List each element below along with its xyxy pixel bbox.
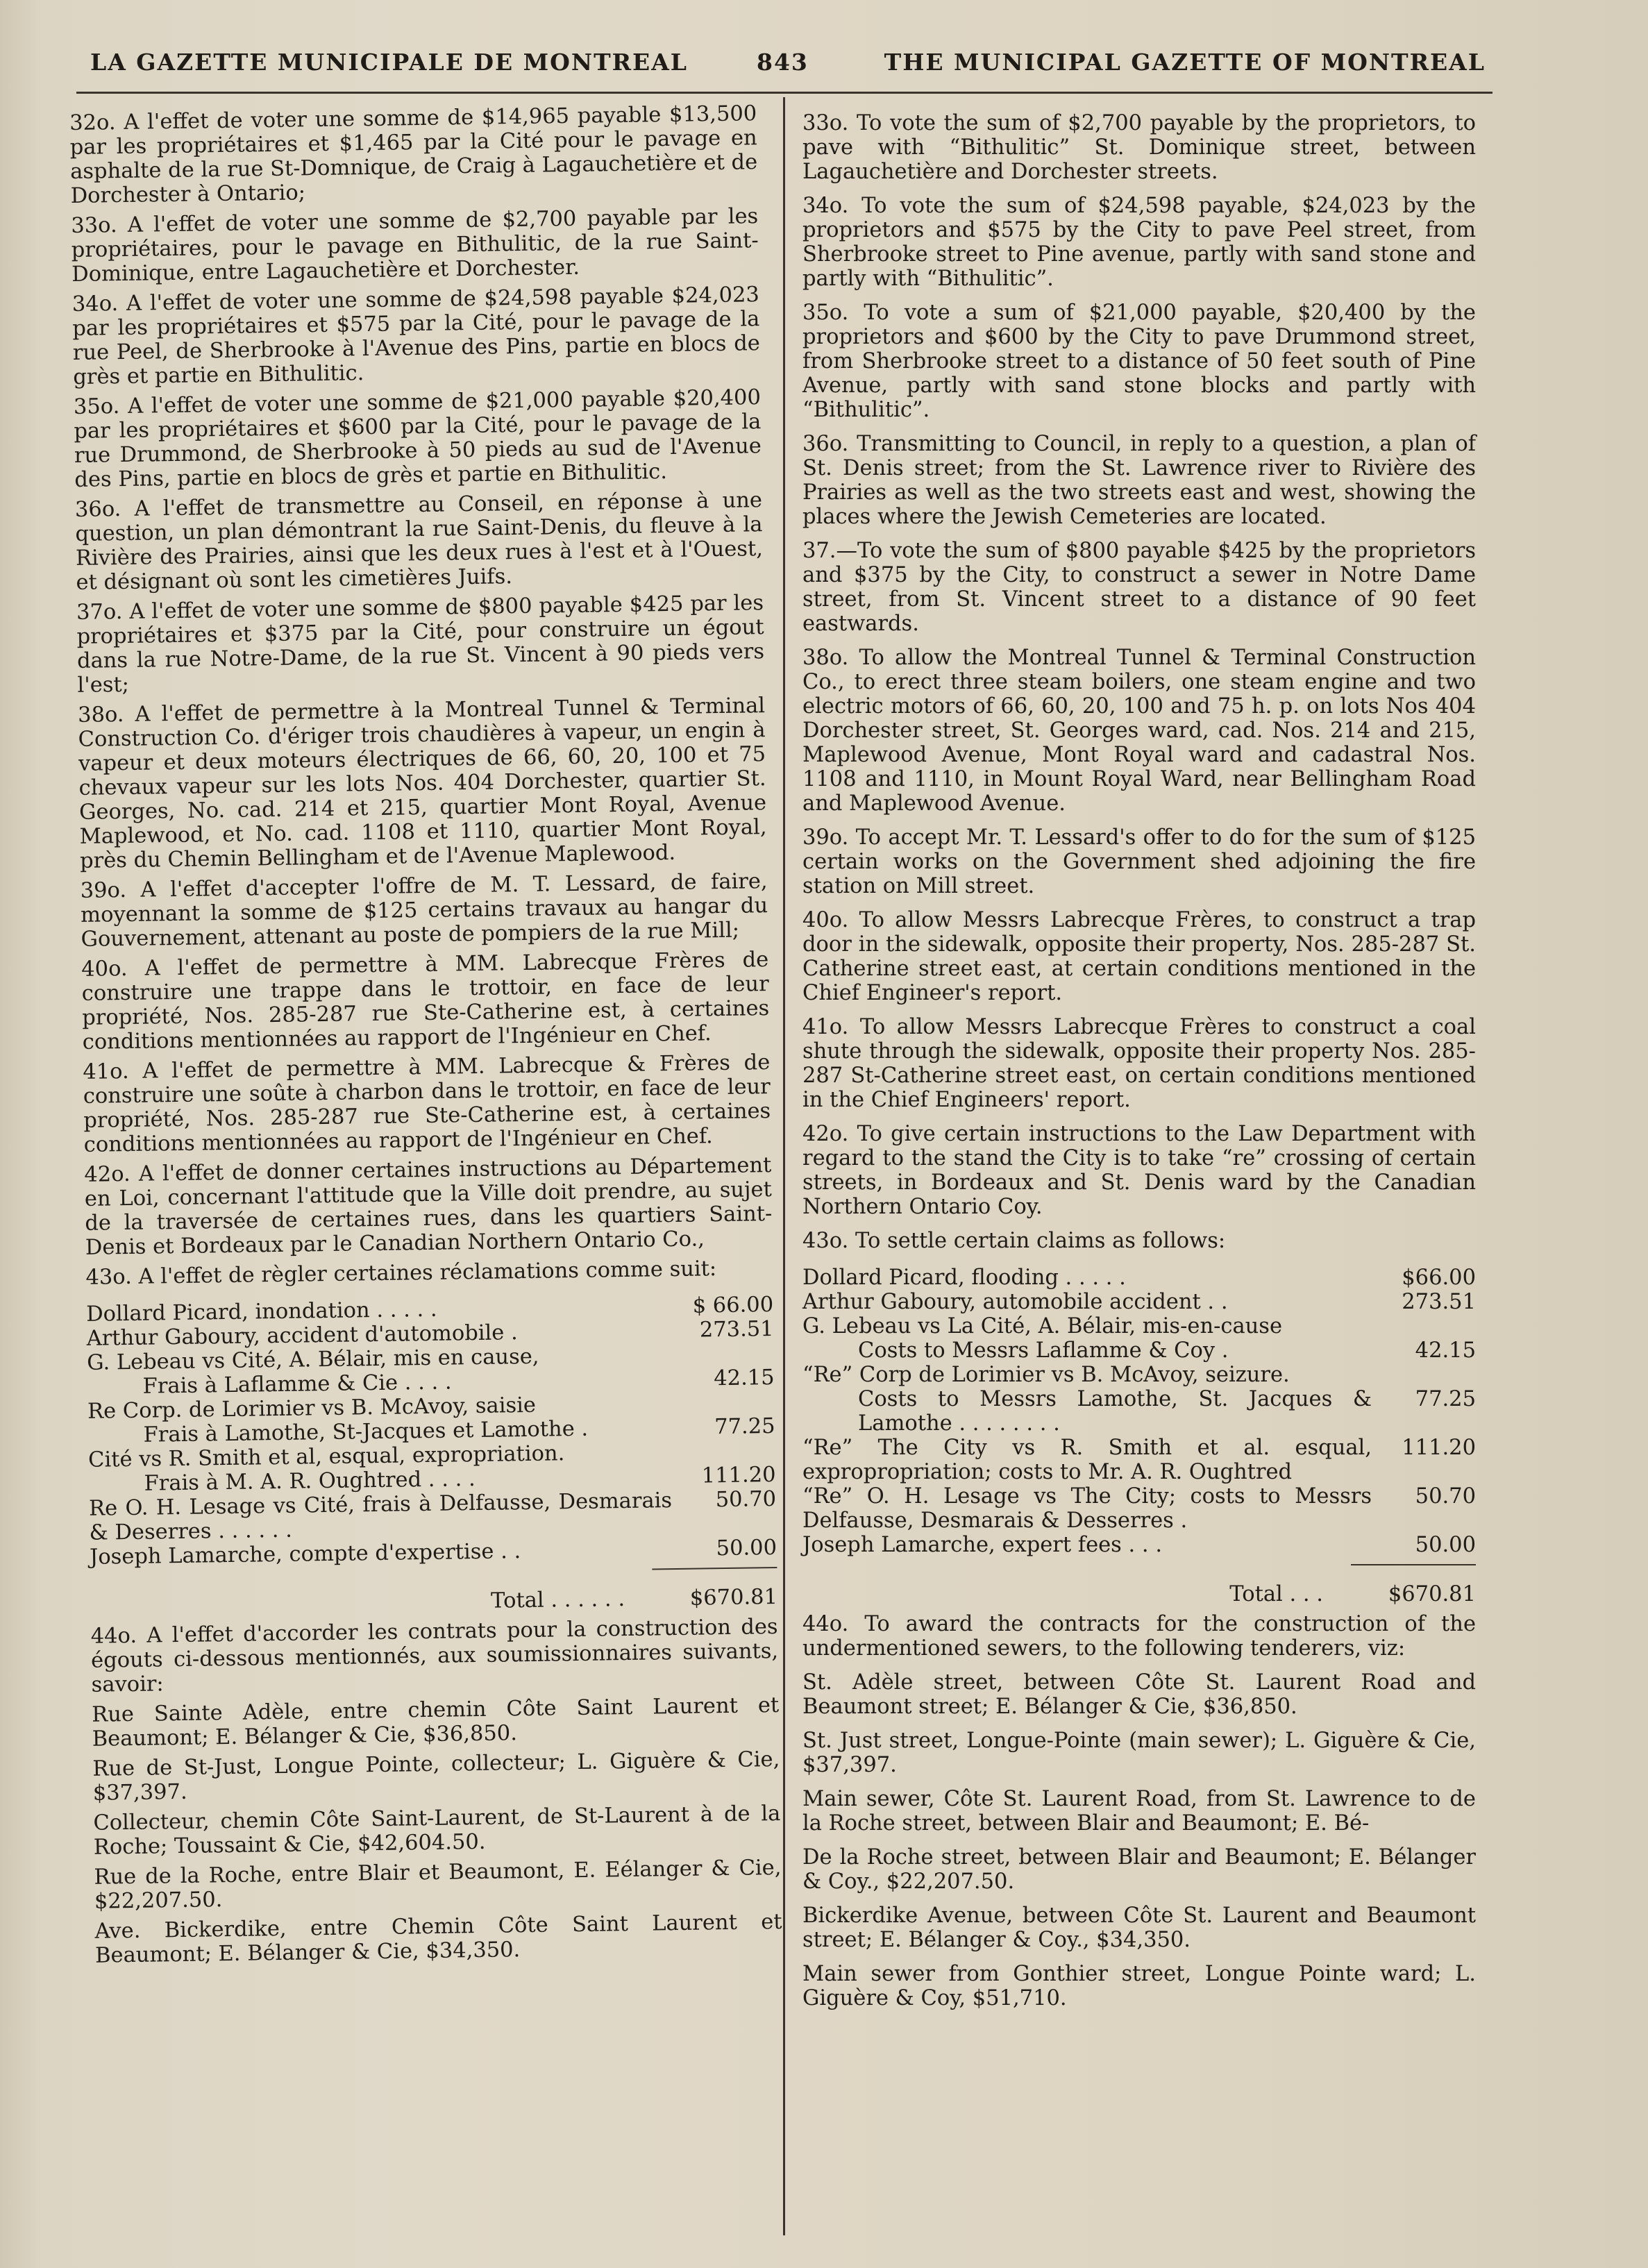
- fr-item-37: 37o. A l'effet de voter une somme de $800 payable $425 par les propriétaires et $375 par la Cité, pour construire un égout dans la rue Notre-Dame, de la rue St. Vincent à 90 pieds vers l'est;: [76, 591, 765, 698]
- en-contract: Main sewer, Côte St. Laurent Road, from St. Lawrence to de la Roche street, between Blair and Beaumont; E. Bé-: [802, 1787, 1476, 1836]
- claim-row: Joseph Lamarche, compte d'expertise . . 50.00: [89, 1535, 777, 1570]
- total-rule: [1351, 1564, 1476, 1565]
- fr-contract: Collecteur, chemin Côte Saint-Laurent, de St-Laurent à de la Roche; Toussaint & Cie, $42,604.50.: [93, 1801, 781, 1860]
- fr-item-40: 40o. A l'effet de permettre à MM. Labrecque Frères de construire une trappe dans le trottoir, en face de leur propriété, Nos. 285-287 rue Ste-Catherine est, à certaines conditions mentionnées au rapport de l'Ingénieur en Chef.: [81, 948, 770, 1055]
- claim-row: Cité vs R. Smith et al, esqual, expropriation.: [87, 1441, 565, 1472]
- claim-row: “Re” Corp de Lorimier vs B. McAvoy, seizure.: [802, 1363, 1290, 1387]
- claim-row: Arthur Gaboury, accident d'automobile . 273.51: [86, 1317, 774, 1351]
- en-item-42: 42o. To give certain instructions to the Law Department with regard to the stand the City is to take “re” crossing of certain streets, in Bordeaux and St. Denis ward by the Canadian Northern Ontario Coy.: [802, 1122, 1476, 1219]
- page-header: [83, 49, 1486, 90]
- en-contract: Bickerdike Avenue, between Côte St. Laurent and Beaumont street; E. Bélanger & Coy., $34,350.: [802, 1904, 1476, 1952]
- claim-row: Costs to Messrs Lamothe, St. Jacques & Lamothe . . . . . . . . 77.25: [858, 1387, 1476, 1436]
- fr-item-35: 35o. A l'effet de voter une somme de $21,000 payable $20,400 par les propriétaires et $600 par la Cité, pour le pavage de la rue Drummond, de Sherbrooke à 50 pieds au sud de l'Avenue des Pins, partie en blocs de grès et partie en Bithulitic.: [73, 385, 762, 492]
- french-column: [69, 101, 782, 1974]
- page-number: 843: [757, 49, 809, 76]
- claim-row: Frais à M. A. R. Oughtred . . . . 111.20: [144, 1462, 776, 1496]
- claim-row: Frais à Lamothe, St-Jacques et Lamothe . 77.25: [143, 1413, 775, 1447]
- fr-contract: Ave. Bickerdike, entre Chemin Côte Saint Laurent et Beaumont; E. Bélanger & Cie, $34,350.: [94, 1909, 782, 1968]
- en-item-33: 33o. To vote the sum of $2,700 payable by the proprietors, to pave with “Bithulitic” St. Dominique street, between Lagauchetière and Dorchester streets.: [802, 111, 1476, 184]
- header-english-title: THE MUNICIPAL GAZETTE OF MONTREAL: [884, 49, 1486, 76]
- claim-row: Frais à Laflamme & Cie . . . . 42.15: [142, 1365, 775, 1399]
- en-item-36: 36o. Transmitting to Council, in reply to a question, a plan of St. Denis street; from the St. Lawrence river to Rivière des Prairies as well as the two streets east and west, showing the places where the Jewish Cemeteries are located.: [802, 432, 1476, 529]
- fr-claims-total: Total . . . . . . $670.81: [490, 1584, 778, 1613]
- claim-row: Dollard Picard, flooding . . . . . $66.00: [802, 1266, 1476, 1290]
- claim-row: “Re” O. H. Lesage vs The City; costs to Messrs Delfausse, Desmarais & Desserres . 50.70: [802, 1484, 1476, 1533]
- fr-item-41: 41o. A l'effet de permettre à MM. Labrecque & Frères de construire une soûte à charbon dans le trottoir, en face de leur propriété, Nos. 285-287 rue Ste-Catherine est, à certaines conditions mentionnées au rapport de l'Ingénieur en Chef.: [83, 1050, 771, 1157]
- claim-row: G. Lebeau vs La Cité, A. Bélair, mis-en-cause: [802, 1314, 1283, 1338]
- header-rule: [76, 92, 1493, 94]
- fr-contract: Rue de la Roche, entre Blair et Beaumont, E. Eélanger & Cie, $22,207.50.: [94, 1855, 782, 1914]
- column-divider: [783, 97, 785, 2235]
- en-item-43: 43o. To settle certain claims as follows:: [802, 1229, 1226, 1253]
- en-item-39: 39o. To accept Mr. T. Lessard's offer to do for the sum of $125 certain works on the Government shed adjoining the fire station on Mill street.: [802, 825, 1476, 898]
- claim-row: Dollard Picard, inondation . . . . . $ 66.00: [85, 1293, 774, 1327]
- fr-claims-table: [86, 1293, 777, 1619]
- claim-row: Joseph Lamarche, expert fees . . . 50.00: [802, 1533, 1476, 1557]
- claim-row: G. Lebeau vs Cité, A. Bélair, mis en cause,: [86, 1344, 539, 1375]
- claim-row: “Re” The City vs R. Smith et al. esqual, expropropriation; costs to Mr. A. R. Oughtred 111.20: [802, 1436, 1476, 1484]
- en-item-40: 40o. To allow Messrs Labrecque Frères, to construct a trap door in the sidewalk, opposite their property, Nos. 285-287 St. Catherine street east, at certain conditions mentioned in the Chief Engineer's report.: [802, 908, 1476, 1005]
- fr-item-42: 42o. A l'effet de donner certaines instructions au Département en Loi, concernant l'attitude que la Ville doit prendre, au sujet de la traversée de certaines rues, dans les quartiers Saint-Denis et Bordeaux par le Canadian Northern Ontario Co.,: [84, 1153, 773, 1260]
- fr-item-43: 43o. A l'effet de règler certaines réclamations comme suit:: [85, 1257, 717, 1290]
- fr-item-34: 34o. A l'effet de voter une somme de $24,598 payable $24,023 par les propriétaires et $575 par la Cité, pour le pavage de la rue Peel, de Sherbrooke à l'Avenue des Pins, partie en blocs de grès et partie en Bithulitic.: [72, 283, 761, 389]
- fr-item-39: 39o. A l'effet d'accepter l'offre de M. T. Lessard, de faire, moyennant la somme de $125 certains travaux au hangar du Gouvernement, attenant au poste de pompiers de la rue Mill;: [80, 869, 768, 952]
- en-contract: St. Just street, Longue-Pointe (main sewer); L. Giguère & Cie, $37,397.: [802, 1729, 1476, 1777]
- en-claims-total: Total . . . $670.81: [1229, 1582, 1476, 1606]
- en-item-38: 38o. To allow the Montreal Tunnel & Terminal Construction Co., to erect three steam boilers, one steam engine and two electric motors of 66, 60, 20, 100 and 75 h. p. on lots Nos 404 Dorchester street, St. Georges ward, cad. Nos. 214 and 215, Maplewood Avenue, Mont Royal ward and cadastral Nos. 1108 and 1110, in Mount Royal Ward, near Bellingham Road and Maplewood Avenue.: [802, 646, 1476, 816]
- en-item-35: 35o. To vote a sum of $21,000 payable, $20,400 by the proprietors and $600 by the City to pave Drummond street, from Sherbrooke street to a distance of 50 feet south of Pine Avenue, partly with sand stone blocks and partly with “Bithulitic”.: [802, 301, 1476, 422]
- fr-item-44: 44o. A l'effet d'accorder les contrats pour la construction des égouts ci-dessous mentionnés, aux soumissionnaires suivants, savoir:: [90, 1614, 779, 1697]
- fr-contract: Rue de St-Just, Longue Pointe, collecteur; L. Giguère & Cie, $37,397.: [92, 1747, 780, 1806]
- fr-item-38: 38o. A l'effet de permettre à la Montreal Tunnel & Terminal Construction Co. d'ériger trois chaudières à vapeur, un engin à vapeur et deux moteurs électriques de 66, 60, 20, 100 et 75 chevaux vapeur sur les lots Nos. 404 Dorchester, quartier St. Georges, No. cad. 214 et 215, quartier Mont Royal, Avenue Maplewood, et No. cad. 1108 et 1110, quartier Mont Royal, près du Chemin Bellingham et de l'Avenue Maplewood.: [77, 694, 767, 873]
- claim-row: Re O. H. Lesage vs Cité, frais à Delfausse, Desmarais & Deserres . . . . . . 50.70: [88, 1486, 777, 1545]
- en-item-34: 34o. To vote the sum of $24,598 payable, $24,023 by the proprietors and $575 by the City to pave Peel street, from Sherbrooke street to Pine avenue, partly with sand stone and partly with “Bithulitic”.: [802, 194, 1476, 291]
- english-column: [802, 111, 1476, 2020]
- fr-contract: Rue Sainte Adèle, entre chemin Côte Saint Laurent et Beaumont; E. Bélanger & Cie, $36,850.: [92, 1692, 780, 1752]
- fr-item-36: 36o. A l'effet de transmettre au Conseil, en réponse à une question, un plan démontrant la rue Saint-Denis, du fleuve à la Rivière des Prairies, ainsi que les deux rues à l'est et à l'Ouest, et désignant où sont les cimetières Juifs.: [74, 488, 764, 595]
- claim-row: Costs to Messrs Laflamme & Coy . 42.15: [858, 1338, 1476, 1363]
- en-contract: De la Roche street, between Blair and Beaumont; E. Bélanger & Coy., $22,207.50.: [802, 1845, 1476, 1894]
- claim-row: Re Corp. de Lorimier vs B. McAvoy, saisie: [87, 1393, 537, 1424]
- fr-item-32: 32o. A l'effet de voter une somme de $14,965 payable $13,500 par les propriétaires et $1,465 par la Cité pour le pavage en asphalte de la rue St-Domnique, de Craig à Lagauchetière et de Dorchester à Ontario;: [69, 101, 758, 208]
- header-french-title: LA GAZETTE MUNICIPALE DE MONTREAL: [90, 49, 689, 76]
- fr-item-33: 33o. A l'effet de voter une somme de $2,700 payable par les propriétaires, pour le pavage en Bithulitic, de la rue Saint-Dominique, entre Lagauchetière et Dorchester.: [71, 204, 759, 287]
- total-rule: [652, 1567, 777, 1570]
- claim-row: Arthur Gaboury, automobile accident . . 273.51: [802, 1290, 1476, 1314]
- en-contract: St. Adèle street, between Côte St. Laurent Road and Beaumont street; E. Bélanger & Cie, $36,850.: [802, 1670, 1476, 1719]
- en-claims-table: [802, 1266, 1476, 1606]
- en-item-41: 41o. To allow Messrs Labrecque Frères to construct a coal shute through the sidewalk, opposite their property Nos. 285-287 St-Catherine street east, on certain conditions mentioned in the Chief Engineers' report.: [802, 1015, 1476, 1112]
- en-contract: Main sewer from Gonthier street, Longue Pointe ward; L. Giguère & Coy, $51,710.: [802, 1962, 1476, 2010]
- en-item-37: 37.—To vote the sum of $800 payable $425 by the proprietors and $375 by the City, to construct a sewer in Notre Dame street, from St. Vincent street to a distance of 90 feet eastwards.: [802, 539, 1476, 636]
- en-item-44: 44o. To award the contracts for the construction of the undermentioned sewers, to the following tenderers, viz:: [802, 1612, 1476, 1661]
